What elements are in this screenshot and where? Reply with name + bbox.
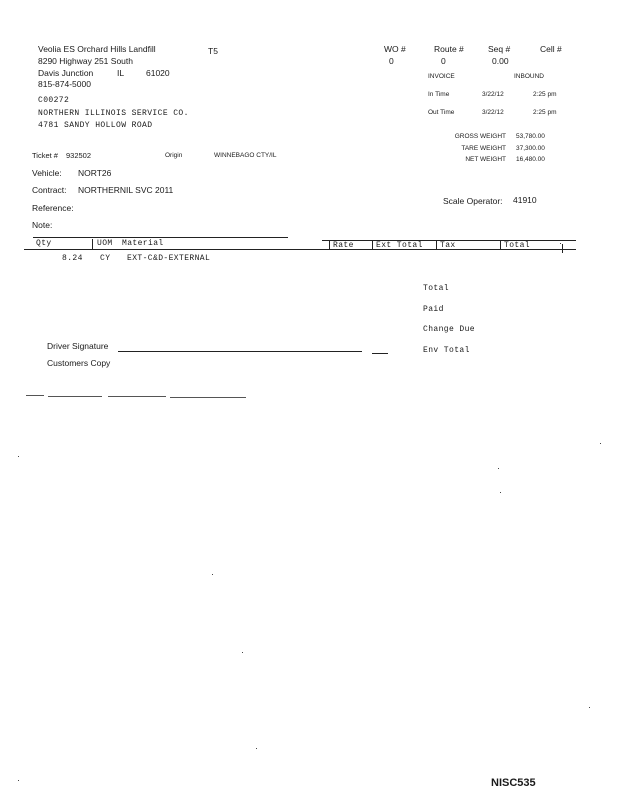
facility-state: IL [117, 68, 125, 78]
scan-artifact-line [170, 397, 246, 398]
in-date: 3/22/12 [482, 91, 504, 98]
signature-line [118, 351, 362, 352]
scan-speck [212, 574, 213, 575]
scan-speck [589, 707, 590, 708]
contract-value: NORTHERNIL SVC 2011 [78, 185, 174, 195]
in-time-label: In Time [428, 91, 450, 98]
col-header-ext-total: Ext Total [376, 241, 423, 250]
out-time-label: Out Time [428, 109, 455, 116]
customers-copy-label: Customers Copy [47, 358, 111, 368]
facility-zip: 61020 [146, 68, 170, 78]
vehicle-label: Vehicle: [32, 168, 62, 178]
seq-value: 0.00 [492, 56, 509, 66]
scan-speck [498, 468, 499, 469]
env-total-label: Env Total [423, 346, 470, 355]
table-divider [500, 240, 501, 249]
cell-label: Cell # [540, 44, 562, 54]
paid-label: Paid [423, 305, 444, 314]
bates-number: NISC535 [491, 777, 536, 789]
ticket-label: Ticket # [32, 151, 58, 160]
table-bottom-rule [24, 249, 576, 250]
scan-artifact-line [26, 395, 44, 396]
scan-artifact-line [48, 396, 102, 397]
gross-weight-label: GROSS WEIGHT [454, 133, 506, 140]
col-header-rate: Rate [333, 241, 354, 250]
out-date: 3/22/12 [482, 109, 504, 116]
scan-speck [18, 780, 19, 781]
origin-label: Origin [165, 152, 183, 159]
total-label: Total [423, 284, 450, 293]
scale-operator-value: 41910 [513, 195, 537, 205]
route-label: Route # [434, 44, 464, 54]
gross-weight-value: 53,780.00 [516, 133, 545, 140]
table-divider [92, 239, 93, 249]
customer-address: 4781 SANDY HOLLOW ROAD [38, 121, 153, 130]
change-due-label: Change Due [423, 325, 476, 334]
signature-line-end [372, 353, 388, 354]
out-time: 2:25 pm [533, 109, 557, 116]
ticket-value: 932502 [66, 151, 92, 160]
note-label: Note: [32, 220, 53, 230]
wo-value: 0 [389, 56, 394, 66]
col-header-uom: UOM [97, 239, 113, 248]
net-weight-value: 16,480.00 [516, 156, 545, 163]
facility-address: 8290 Highway 251 South [38, 56, 133, 66]
scan-speck [256, 748, 257, 749]
customer-name: NORTHERN ILLINOIS SERVICE CO. [38, 109, 189, 118]
facility-code: T5 [208, 46, 218, 56]
invoice-type: INVOICE [428, 73, 455, 80]
invoice-direction: INBOUND [514, 73, 544, 80]
scale-operator-label: Scale Operator: [443, 196, 503, 206]
table-divider [372, 240, 373, 249]
scan-speck [18, 456, 19, 457]
facility-phone: 815-874-5000 [38, 79, 91, 89]
net-weight-label: NET WEIGHT [465, 156, 506, 163]
driver-signature-label: Driver Signature [47, 341, 109, 351]
reference-label: Reference: [32, 203, 74, 213]
table-divider [436, 240, 437, 249]
route-value: 0 [441, 56, 446, 66]
scan-speck [242, 652, 243, 653]
tare-weight-value: 37,300.00 [516, 145, 545, 152]
table-divider [562, 244, 563, 253]
facility-name: Veolia ES Orchard Hills Landfill [38, 44, 156, 54]
col-header-qty: Qty [36, 239, 52, 248]
scan-speck [500, 492, 501, 493]
seq-label: Seq # [488, 44, 511, 54]
col-header-total: Total [504, 241, 531, 250]
wo-label: WO # [384, 44, 406, 54]
facility-city: Davis Junction [38, 68, 94, 78]
row-material: EXT-C&D-EXTERNAL [127, 254, 211, 263]
scan-speck [560, 243, 561, 244]
origin-value: WINNEBAGO CTY/IL [214, 152, 277, 159]
contract-label: Contract: [32, 185, 67, 195]
col-header-tax: Tax [440, 241, 456, 250]
row-uom: CY [100, 254, 111, 263]
table-divider [329, 240, 330, 249]
col-header-material: Material [122, 239, 164, 248]
vehicle-value: NORT26 [78, 168, 112, 178]
scan-artifact-line [108, 396, 166, 397]
table-top-rule-left [33, 237, 288, 238]
in-time: 2:25 pm [533, 91, 557, 98]
customer-number: C00272 [38, 96, 70, 105]
row-qty: 8.24 [62, 254, 83, 263]
scan-speck [600, 443, 601, 444]
tare-weight-label: TARE WEIGHT [461, 145, 506, 152]
